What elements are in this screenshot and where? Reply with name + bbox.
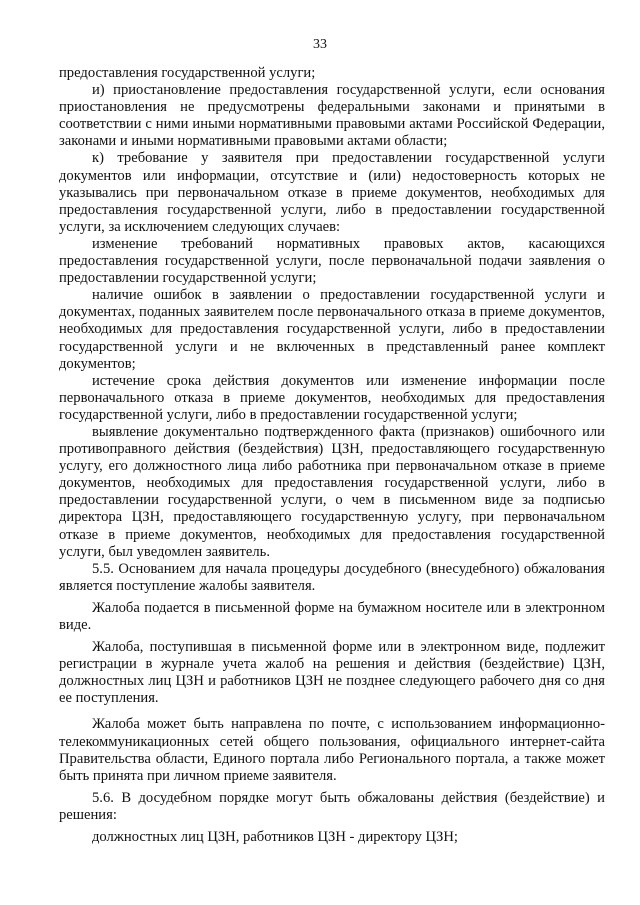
paragraph: изменение требований нормативных правовых актов, касающихся предоставления государственной услуги, после первоначальной подачи заявления о предоставлении государственной услуги; [59,235,605,287]
paragraph: Жалоба, поступившая в письменной форме или в электронном виде, подлежит регистрации в журнале учета жалоб на решения и действия (бездействие) ЦЗН, должностных лиц ЦЗН и работников ЦЗН не позднее следующего рабочего дня со дня ее поступления. [59,639,605,707]
paragraph: 5.6. В досудебном порядке могут быть обжалованы действия (бездействие) и решения: [59,789,605,823]
paragraph: Жалоба подается в письменной форме на бумажном носителе или в электронном виде. [59,599,605,633]
paragraph: и) приостановление предоставления государственной услуги, если основания приостановления не предусмотрены федеральными законами и принятыми в соответствии с ними иными нормативными правовыми актами Российской Федерации, законами и иными нормативными правовыми актами области; [59,82,605,150]
paragraph: истечение срока действия документов или изменение информации после первоначального отказа в приеме документов, необходимых для предоставления государственной услуги, либо в предоставлении государственной услуги; [59,372,605,423]
paragraph: к) требование у заявителя при предоставлении государственной услуги документов или информации, отсутствие и (или) недостоверность которых не указывались при первоначальном отказе в приеме документов, необходимых для предоставления государственной услуги, либо в предоставлении государственной услуги, за исключением следующих случаев: [59,150,605,235]
paragraph: наличие ошибок в заявлении о предоставлении государственной услуги и документах, поданных заявителем после первоначального отказа в приеме документов, необходимых для предоставления государственной услуги, либо в предоставлении государственной услуги и не включенных в представленный ранее комплект документов; [59,287,605,372]
page-number: 33 [313,37,327,52]
paragraph: выявление документально подтвержденного факта (признаков) ошибочного или противоправного действия (бездействия) ЦЗН, предоставляющего государственную услугу, его должностного лица либо работника при первоначальном отказе в приеме документов, необходимых для предоставления государственной услуги, либо в предоставлении государственной услуги, о чем в письменном виде за подписью директора ЦЗН, предоставляющего государственную услугу, при первоначальном отказе в приеме документов, необходимых для предоставления государственной услуги, был уведомлен заявитель. [59,423,605,560]
paragraph: предоставления государственной услуги; [59,65,316,81]
paragraph: Жалоба может быть направлена по почте, с использованием информационно-телекоммуникационных сетей общего пользования, официального интернет-сайта Правительства области, Единого портала либо Регионального портала, а также может быть принята при личном приеме заявителя. [59,716,605,784]
paragraph: 5.5. Основанием для начала процедуры досудебного (внесудебного) обжалования является поступление жалобы заявителя. [59,560,605,594]
document-body [59,65,605,846]
paragraph: должностных лиц ЦЗН, работников ЦЗН - директору ЦЗН; [92,829,458,846]
